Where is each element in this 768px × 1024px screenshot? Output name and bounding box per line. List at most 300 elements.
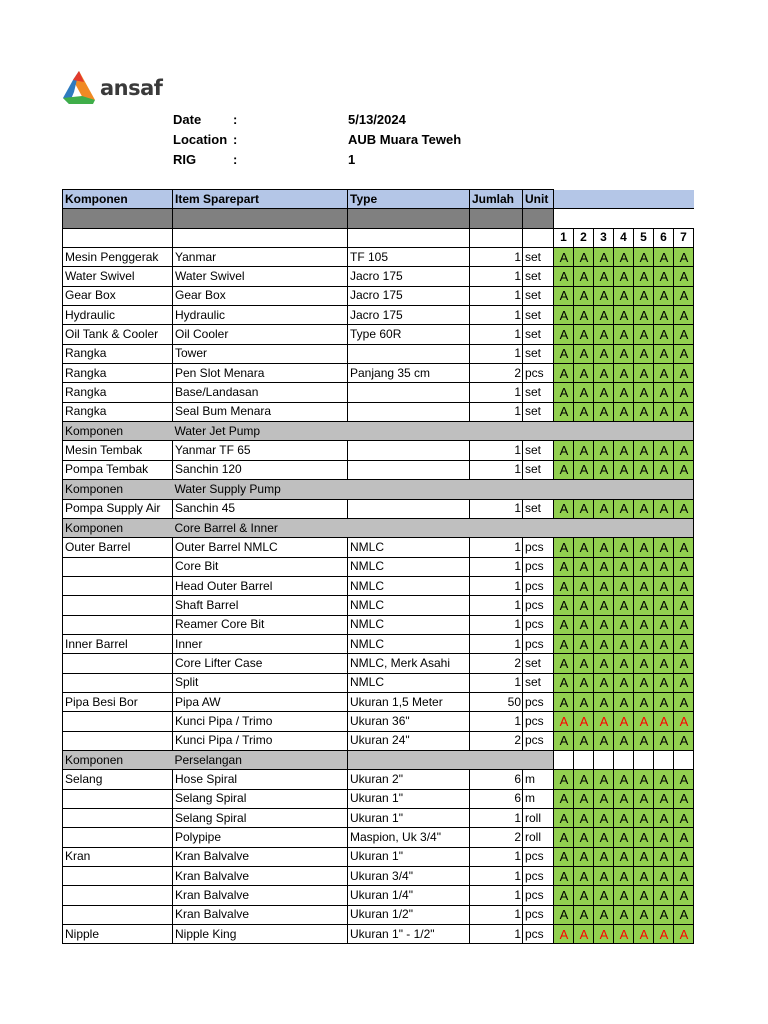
section-blank (348, 750, 470, 769)
day-status: A (634, 770, 654, 789)
table-row (63, 402, 694, 421)
col-header-jumlah: Jumlah (470, 190, 523, 209)
item-cell: Gear Box (173, 286, 348, 305)
komponen-cell: Nipple (63, 925, 173, 944)
day-status: A (554, 847, 574, 866)
section-blank (654, 422, 674, 441)
day-status: A (634, 402, 654, 421)
section-label: Komponen (63, 480, 173, 499)
jumlah-cell: 1 (470, 925, 523, 944)
section-blank (674, 518, 694, 537)
day-status: A (674, 809, 694, 828)
day-status: A (654, 847, 674, 866)
day-status: A (554, 267, 574, 286)
day-status: A (594, 789, 614, 808)
day-status: A (654, 441, 674, 460)
type-cell: Ukuran 1" (348, 847, 470, 866)
day-status: A (634, 905, 654, 924)
komponen-cell (63, 557, 173, 576)
jumlah-cell: 1 (470, 886, 523, 905)
item-cell: Core Bit (173, 557, 348, 576)
type-cell: NMLC (348, 538, 470, 557)
section-row (63, 518, 694, 537)
type-cell: NMLC (348, 596, 470, 615)
day-status: A (614, 596, 634, 615)
day-status: A (554, 712, 574, 731)
day-status: A (614, 905, 634, 924)
day-status: A (574, 267, 594, 286)
table-row (63, 557, 694, 576)
type-cell (348, 460, 470, 479)
item-cell: Kran Balvalve (173, 847, 348, 866)
table-row (63, 634, 694, 653)
day-status: A (594, 596, 614, 615)
day-status: A (554, 673, 574, 692)
day-status: A (634, 286, 654, 305)
day-status: A (614, 344, 634, 363)
day-status: A (554, 460, 574, 479)
sparepart-table (62, 189, 694, 944)
day-status: A (614, 383, 634, 402)
meta-colon: : (233, 112, 238, 127)
day-status-blank (594, 750, 614, 769)
unit-cell: set (523, 306, 554, 325)
blank-cell (348, 228, 470, 247)
jumlah-cell: 1 (470, 809, 523, 828)
item-cell: Split (173, 673, 348, 692)
day-status: A (554, 731, 574, 750)
table-row (63, 809, 694, 828)
day-status: A (674, 828, 694, 847)
komponen-cell (63, 886, 173, 905)
table-row (63, 364, 694, 383)
day-status: A (554, 306, 574, 325)
day-status: A (554, 402, 574, 421)
jumlah-cell: 50 (470, 692, 523, 711)
day-status: A (614, 460, 634, 479)
unit-cell: set (523, 673, 554, 692)
section-blank (348, 480, 470, 499)
day-status: A (654, 460, 674, 479)
day-number-row (63, 228, 694, 247)
item-cell: Water Swivel (173, 267, 348, 286)
section-title: Core Barrel & Inner (173, 518, 348, 537)
section-blank (554, 422, 574, 441)
komponen-cell (63, 867, 173, 886)
day-status: A (554, 634, 574, 653)
type-cell: Panjang 35 cm (348, 364, 470, 383)
day-status: A (614, 886, 634, 905)
table-row (63, 886, 694, 905)
day-status: A (634, 441, 654, 460)
day-status: A (554, 441, 574, 460)
day-status: A (614, 499, 634, 518)
day-status: A (614, 809, 634, 828)
day-status: A (594, 692, 614, 711)
day-status: A (674, 402, 694, 421)
day-status: A (594, 867, 614, 886)
gray-cell (173, 209, 348, 228)
day-status: A (674, 364, 694, 383)
jumlah-cell: 6 (470, 789, 523, 808)
day-status: A (654, 905, 674, 924)
jumlah-cell: 1 (470, 634, 523, 653)
day-status: A (614, 325, 634, 344)
table-row (63, 383, 694, 402)
item-cell: Hydraulic (173, 306, 348, 325)
section-title: Water Jet Pump (173, 422, 348, 441)
day-status: A (574, 538, 594, 557)
item-cell: Kran Balvalve (173, 886, 348, 905)
day-status: A (654, 634, 674, 653)
meta-value: 1 (348, 152, 356, 167)
type-cell: Maspion, Uk 3/4" (348, 828, 470, 847)
table-row (63, 867, 694, 886)
table-row (63, 538, 694, 557)
jumlah-cell: 1 (470, 383, 523, 402)
type-cell: NMLC, Merk Asahi (348, 654, 470, 673)
item-cell: Kunci Pipa / Trimo (173, 712, 348, 731)
komponen-cell (63, 615, 173, 634)
day-status: A (674, 538, 694, 557)
jumlah-cell: 1 (470, 499, 523, 518)
item-cell: Inner (173, 634, 348, 653)
komponen-cell: Pipa Besi Bor (63, 692, 173, 711)
days-header-band (554, 190, 694, 209)
komponen-cell: Gear Box (63, 286, 173, 305)
day-status: A (634, 789, 654, 808)
section-blank (674, 480, 694, 499)
day-status: A (574, 248, 594, 267)
section-blank (594, 422, 614, 441)
komponen-cell (63, 596, 173, 615)
section-blank (523, 422, 554, 441)
unit-cell: set (523, 267, 554, 286)
section-blank (348, 518, 470, 537)
section-row (63, 750, 694, 769)
item-cell: Head Outer Barrel (173, 576, 348, 595)
table-row (63, 441, 694, 460)
day-status: A (674, 886, 694, 905)
day-status: A (674, 770, 694, 789)
day-status: A (614, 306, 634, 325)
unit-cell: set (523, 325, 554, 344)
day-status: A (574, 731, 594, 750)
komponen-cell: Selang (63, 770, 173, 789)
komponen-cell: Rangka (63, 364, 173, 383)
day-status: A (594, 499, 614, 518)
komponen-cell: Hydraulic (63, 306, 173, 325)
day-status: A (634, 267, 654, 286)
day-status: A (614, 267, 634, 286)
type-cell: Ukuran 1" (348, 809, 470, 828)
section-blank (470, 480, 523, 499)
section-blank (614, 518, 634, 537)
unit-cell: pcs (523, 867, 554, 886)
day-status: A (674, 248, 694, 267)
day-status: A (614, 925, 634, 944)
item-cell: Hose Spiral (173, 770, 348, 789)
day-status: A (554, 809, 574, 828)
day-status: A (614, 654, 634, 673)
day-status: A (634, 828, 654, 847)
type-cell: Ukuran 36" (348, 712, 470, 731)
day-status: A (574, 460, 594, 479)
jumlah-cell: 2 (470, 828, 523, 847)
day-status: A (574, 364, 594, 383)
komponen-cell (63, 828, 173, 847)
meta-label: Date (173, 112, 202, 127)
type-cell: Ukuran 3/4" (348, 867, 470, 886)
day-status: A (614, 867, 634, 886)
table-row (63, 673, 694, 692)
type-cell: NMLC (348, 673, 470, 692)
section-blank (574, 518, 594, 537)
day-status: A (654, 731, 674, 750)
day-status: A (594, 847, 614, 866)
day-status: A (594, 731, 614, 750)
day-status: A (574, 499, 594, 518)
jumlah-cell: 1 (470, 402, 523, 421)
day-status: A (634, 867, 654, 886)
day-status: A (554, 770, 574, 789)
item-cell: Nipple King (173, 925, 348, 944)
day-status: A (574, 886, 594, 905)
komponen-cell: Oil Tank & Cooler (63, 325, 173, 344)
unit-cell: m (523, 770, 554, 789)
section-blank (554, 480, 574, 499)
unit-cell: pcs (523, 538, 554, 557)
day-status: A (654, 402, 674, 421)
day-status: A (554, 886, 574, 905)
table-row (63, 925, 694, 944)
day-status: A (674, 306, 694, 325)
komponen-cell: Water Swivel (63, 267, 173, 286)
day-status: A (614, 712, 634, 731)
day-status: A (634, 596, 654, 615)
table-row (63, 654, 694, 673)
day-status: A (594, 654, 614, 673)
day-status: A (554, 905, 574, 924)
day-status: A (654, 712, 674, 731)
day-status: A (654, 692, 674, 711)
item-cell: Pen Slot Menara (173, 364, 348, 383)
gray-cell (348, 209, 470, 228)
day-status: A (654, 615, 674, 634)
day-status: A (574, 344, 594, 363)
day-status: A (594, 460, 614, 479)
day-status: A (674, 557, 694, 576)
day-status: A (554, 925, 574, 944)
table-row (63, 460, 694, 479)
day-status: A (634, 809, 654, 828)
day-status: A (594, 905, 614, 924)
jumlah-cell: 1 (470, 905, 523, 924)
jumlah-cell: 1 (470, 576, 523, 595)
section-blank (594, 480, 614, 499)
day-status: A (654, 867, 674, 886)
day-status: A (574, 905, 594, 924)
day-status: A (614, 538, 634, 557)
jumlah-cell: 2 (470, 731, 523, 750)
table-row (63, 731, 694, 750)
komponen-cell: Rangka (63, 344, 173, 363)
day-status: A (574, 712, 594, 731)
day-status: A (594, 306, 614, 325)
table-row (63, 267, 694, 286)
header-row (63, 190, 694, 209)
day-status: A (634, 364, 654, 383)
meta-label: RIG (173, 152, 197, 167)
unit-cell: pcs (523, 557, 554, 576)
type-cell: Jacro 175 (348, 306, 470, 325)
unit-cell: pcs (523, 596, 554, 615)
day-status: A (574, 809, 594, 828)
table-row (63, 712, 694, 731)
type-cell: Ukuran 2" (348, 770, 470, 789)
jumlah-cell: 6 (470, 770, 523, 789)
day-status: A (634, 634, 654, 653)
section-title: Water Supply Pump (173, 480, 348, 499)
unit-cell: pcs (523, 576, 554, 595)
section-blank (634, 518, 654, 537)
day-status: A (574, 325, 594, 344)
table-row (63, 306, 694, 325)
blank-cell (470, 228, 523, 247)
section-blank (614, 422, 634, 441)
komponen-cell (63, 905, 173, 924)
day-status: A (634, 460, 654, 479)
day-status: A (674, 654, 694, 673)
day-status: A (574, 692, 594, 711)
table-row (63, 325, 694, 344)
unit-cell: set (523, 402, 554, 421)
unit-cell: roll (523, 828, 554, 847)
day-status: A (554, 576, 574, 595)
col-header-type: Type (348, 190, 470, 209)
day-status: A (674, 267, 694, 286)
day-number: 1 (554, 228, 574, 247)
day-status: A (594, 538, 614, 557)
day-status: A (654, 789, 674, 808)
day-status: A (654, 364, 674, 383)
day-status: A (594, 267, 614, 286)
unit-cell: pcs (523, 712, 554, 731)
day-status: A (594, 615, 614, 634)
type-cell: Ukuran 24" (348, 731, 470, 750)
day-status: A (634, 654, 654, 673)
item-cell: Kran Balvalve (173, 867, 348, 886)
item-cell: Oil Cooler (173, 325, 348, 344)
day-status: A (594, 770, 614, 789)
day-status: A (594, 925, 614, 944)
day-status: A (634, 383, 654, 402)
day-status: A (654, 828, 674, 847)
blank-cell (63, 228, 173, 247)
day-status: A (674, 634, 694, 653)
section-row (63, 480, 694, 499)
day-status: A (574, 306, 594, 325)
day-status: A (574, 402, 594, 421)
table-row (63, 770, 694, 789)
jumlah-cell: 1 (470, 596, 523, 615)
item-cell: Yanmar (173, 248, 348, 267)
item-cell: Pipa AW (173, 692, 348, 711)
jumlah-cell: 1 (470, 615, 523, 634)
day-status: A (614, 364, 634, 383)
col-header-item: Item Sparepart (173, 190, 348, 209)
day-status-blank (574, 750, 594, 769)
day-status: A (634, 344, 654, 363)
day-status: A (594, 634, 614, 653)
day-status: A (554, 286, 574, 305)
jumlah-cell: 1 (470, 344, 523, 363)
day-status-blank (674, 750, 694, 769)
meta-value: 5/13/2024 (348, 112, 406, 127)
type-cell: Ukuran 1/4" (348, 886, 470, 905)
day-status: A (594, 402, 614, 421)
day-status: A (574, 770, 594, 789)
day-number: 6 (654, 228, 674, 247)
day-number: 3 (594, 228, 614, 247)
jumlah-cell: 1 (470, 557, 523, 576)
day-status: A (554, 615, 574, 634)
section-blank (554, 518, 574, 537)
day-status: A (654, 344, 674, 363)
gray-cell (470, 209, 523, 228)
col-header-komponen: Komponen (63, 190, 173, 209)
day-status: A (654, 770, 674, 789)
day-status: A (594, 712, 614, 731)
type-cell: Jacro 175 (348, 286, 470, 305)
komponen-cell: Mesin Penggerak (63, 248, 173, 267)
day-status: A (554, 867, 574, 886)
day-status: A (594, 828, 614, 847)
jumlah-cell: 2 (470, 364, 523, 383)
section-blank (470, 750, 523, 769)
table-row (63, 615, 694, 634)
jumlah-cell: 1 (470, 673, 523, 692)
table-row (63, 847, 694, 866)
type-cell: NMLC (348, 576, 470, 595)
jumlah-cell: 1 (470, 248, 523, 267)
day-status: A (614, 441, 634, 460)
section-blank (523, 480, 554, 499)
day-status: A (654, 325, 674, 344)
day-status: A (654, 654, 674, 673)
day-status: A (634, 538, 654, 557)
table-row (63, 248, 694, 267)
day-status: A (594, 557, 614, 576)
item-cell: Sanchin 120 (173, 460, 348, 479)
jumlah-cell: 1 (470, 847, 523, 866)
section-blank (654, 518, 674, 537)
item-cell: Reamer Core Bit (173, 615, 348, 634)
meta-value: AUB Muara Teweh (348, 132, 462, 147)
type-cell: NMLC (348, 557, 470, 576)
day-status: A (554, 248, 574, 267)
type-cell (348, 499, 470, 518)
komponen-cell: Outer Barrel (63, 538, 173, 557)
day-status: A (634, 712, 654, 731)
meta-colon: : (233, 152, 238, 167)
jumlah-cell: 1 (470, 325, 523, 344)
unit-cell: set (523, 441, 554, 460)
day-status: A (654, 499, 674, 518)
day-status: A (634, 248, 654, 267)
day-number: 7 (674, 228, 694, 247)
table-row (63, 789, 694, 808)
